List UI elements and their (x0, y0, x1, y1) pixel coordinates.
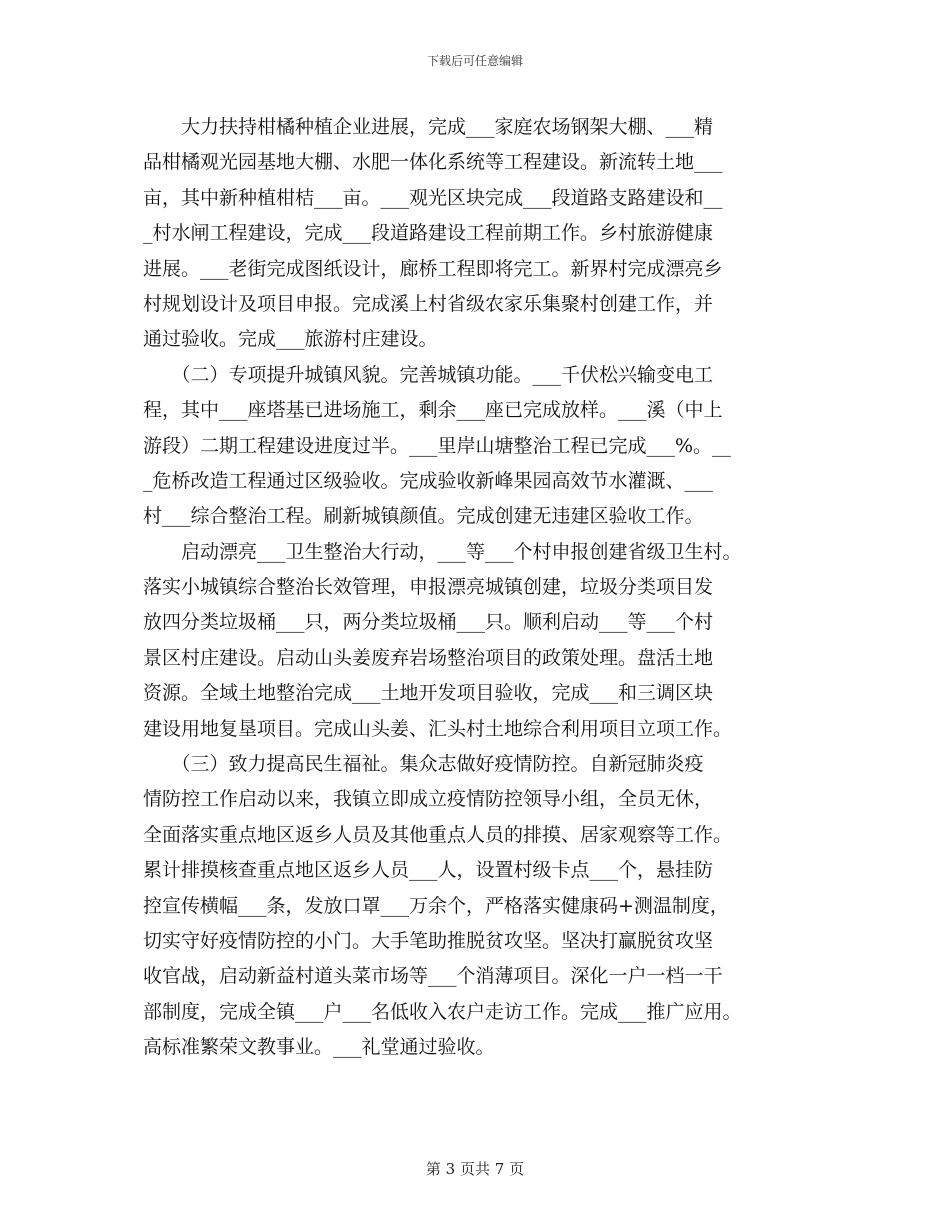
text-line: 大力扶持柑橘种植企业进展，完成___家庭农场钢架大棚、___精 (143, 116, 714, 138)
text-line: 高标准繁荣文教事业。___礼堂通过验收。 (143, 1036, 495, 1059)
text-line: 村规划设计及项目申报。完成溪上村省级农家乐集聚村创建工作，并 (143, 292, 714, 315)
text-line: 进展。___老街完成图纸设计，廊桥工程即将完工。新界村完成漂亮乡 (143, 257, 723, 280)
text-line: 放四分类垃圾桶___只，两分类垃圾桶___只。顺利启动___等___个村 (143, 611, 714, 634)
text-line: _村水闸工程建设，完成___段道路建设工程前期工作。乡村旅游健康 (143, 222, 714, 245)
text-line: 控宣传横幅___条，发放口罩___万余个，严格落实健康码+测温制度， (143, 894, 729, 917)
text-line: 建设用地复垦项目。完成山头姜、汇头村土地综合利用项目立项工作。 (143, 717, 733, 740)
page-footer: 第 3 页共 7 页 (425, 1160, 525, 1178)
document-body (143, 110, 823, 1066)
text-line: 启动漂亮___卫生整治大行动，___等___个村申报创建省级卫生村。 (143, 540, 742, 563)
text-line: 累计排摸核查重点地区返乡人员___人，设置村级卡点___个，悬挂防 (143, 859, 714, 882)
text-line: 通过验收。完成___旅游村庄建设。 (143, 328, 438, 351)
text-line: （二）专项提升城镇风貌。完善城镇功能。___千伏松兴输变电工 (143, 363, 714, 386)
text-line: 亩，其中新种植柑桔___亩。___观光区块完成___段道路支路建设和__ (143, 186, 723, 209)
text-line: 情防控工作启动以来，我镇立即成立疫情防控领导小组，全员无休， (143, 788, 714, 811)
text-line: 部制度，完成全镇___户___名低收入农户走访工作。完成___推广应用。 (143, 1000, 742, 1023)
text-line: （三）致力提高民生福祉。集众志做好疫情防控。自新冠肺炎疫 (143, 753, 704, 776)
text-line: 品柑橘观光园基地大棚、水肥一体化系统等工程建设。新流转土地___ (143, 151, 723, 174)
text-line: 切实守好疫情防控的小门。大手笔助推脱贫攻坚。坚决打赢脱贫攻坚 (143, 929, 714, 952)
text-line: 资源。全域土地整治完成___土地开发项目验收，完成___和三调区块 (143, 682, 714, 705)
text-line: 落实小城镇综合整治长效管理，申报漂亮城镇创建，垃圾分类项目发 (143, 576, 714, 599)
text-line: 收官战，启动新益村道头菜市场等___个消薄项目。深化一户一档一干 (143, 965, 723, 988)
text-line: _危桥改造工程通过区级验收。完成验收新峰果园高效节水灌溉、___ (143, 469, 714, 492)
text-line: 景区村庄建设。启动山头姜废弃岩场整治项目的政策处理。盘活土地 (143, 646, 714, 669)
page-header: 下载后可任意编辑 (426, 54, 523, 68)
text-line: 游段）二期工程建设进度过半。___里岸山塘整治工程已完成___%。__ (143, 434, 732, 457)
text-line: 全面落实重点地区返乡人员及其他重点人员的排摸、居家观察等工作。 (143, 823, 733, 846)
text-line: 程，其中___座塔基已进场施工，剩余___座已完成放样。___溪（中上 (143, 399, 723, 422)
text-line: 村___综合整治工程。刷新城镇颜值。完成创建无违建区验收工作。 (143, 505, 704, 528)
